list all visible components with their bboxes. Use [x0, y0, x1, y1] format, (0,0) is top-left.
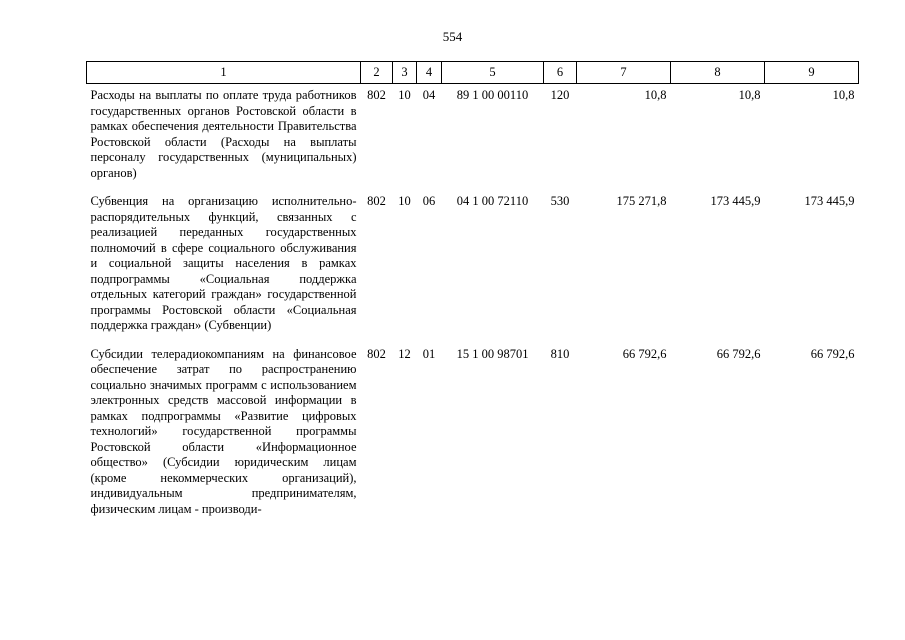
row-description [87, 343, 361, 527]
row-description [87, 190, 361, 343]
row-description-text: Субвенция на организацию исполнительно-распорядительных функций, связанных с реализацией переданных государственных полномочий в сфере социального обслуживания и социальной защиты населения в рамках подпрограммы «Социальная поддержка отдельных категорий граждан» государственной программы Ростовской области «Социальная поддержка граждан» (Субвенции) [90, 194, 357, 332]
table-header-row [87, 62, 859, 84]
row-amount-col9: 66 792,6 [810, 346, 855, 361]
column-header-4: 4 [417, 62, 442, 84]
row-amount-col8: 173 445,9 [710, 194, 761, 208]
row-ministry: 802 [367, 194, 386, 208]
row-amount-col9: 10,8 [832, 88, 855, 102]
row-description-text: Расходы на выплаты по оплате труда работников государственных органов Ростовской области в рамках обеспечения деятельности Правительства Ростовской области (Расходы на выплаты персоналу государственных (муниципальных) органов) [90, 88, 357, 180]
row-subsection: 01 [422, 346, 436, 361]
row-expense-type: 530 [550, 194, 570, 208]
row-section: 12 [398, 346, 411, 361]
table-row [87, 84, 859, 191]
row-ministry: 802 [367, 88, 386, 102]
row-amount-col7: 10,8 [644, 88, 667, 102]
column-header-6: 6 [544, 62, 577, 84]
table-row [87, 190, 859, 343]
row-amount-col8: 10,8 [738, 88, 761, 102]
row-section: 10 [398, 194, 411, 208]
column-header-2: 2 [361, 62, 393, 84]
row-target-article: 89 1 00 00110 [456, 88, 529, 102]
row-target-article: 15 1 00 98701 [456, 346, 529, 361]
row-subsection: 04 [422, 88, 436, 102]
row-amount-col7: 66 792,6 [622, 346, 667, 361]
row-subsection: 06 [422, 194, 436, 208]
row-target-article: 04 1 00 72110 [456, 194, 529, 208]
row-amount-col7: 175 271,8 [616, 194, 667, 208]
page-number: 554 [442, 29, 463, 44]
row-description-text: Субсидии телерадиокомпаниям на финансовое обеспечение затрат по распространению социально значимых программ с использованием электронных средств массовой информации в рамках подпрограммы «Развитие цифровых технологий» государственной программы Ростовской области «Информационное общество» (Субсидии юридическим лицам (кроме некоммерческих организаций), индивидуальным предпринимателям, физическим лицам - производи- [90, 346, 357, 516]
row-expense-type: 810 [550, 346, 570, 361]
row-amount-col8: 66 792,6 [716, 346, 761, 361]
row-description [87, 84, 361, 191]
column-header-7: 7 [577, 62, 671, 84]
column-header-5: 5 [442, 62, 544, 84]
column-header-3: 3 [393, 62, 417, 84]
budget-table [86, 61, 859, 526]
row-expense-type: 120 [550, 88, 570, 102]
row-ministry: 802 [367, 346, 386, 361]
row-amount-col9: 173 445,9 [804, 194, 855, 208]
table-row [87, 343, 859, 527]
column-header-9: 9 [765, 62, 859, 84]
row-section: 10 [398, 88, 411, 102]
column-header-8: 8 [671, 62, 765, 84]
column-header-1: 1 [87, 62, 361, 84]
